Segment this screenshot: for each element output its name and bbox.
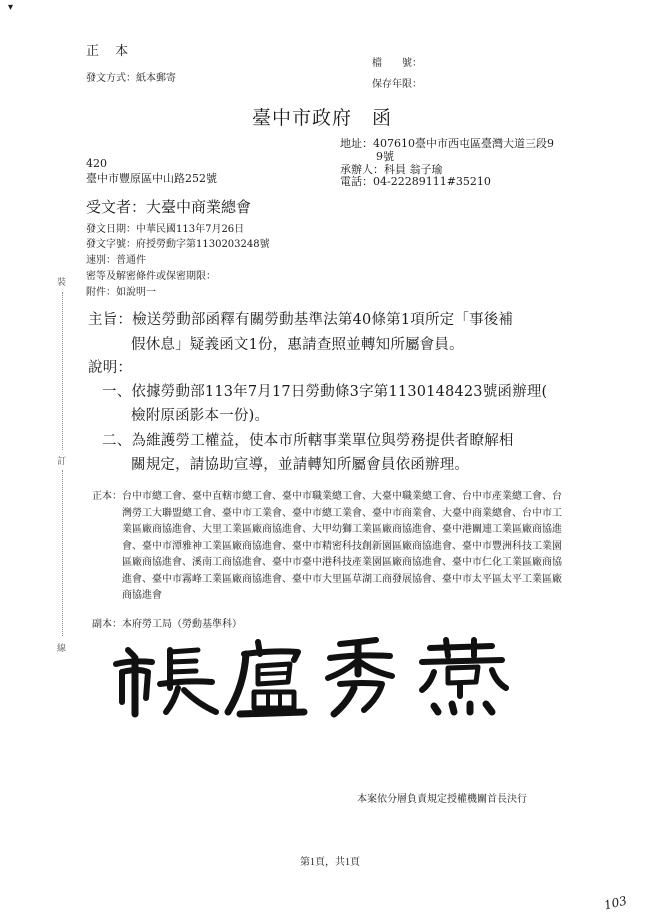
explanation-item2-line1: 二、為維護勞工權益，使本市所轄事業單位與勞務提供者瞭解相: [102, 433, 514, 449]
explanation-item2-line2: 關規定，請協助宣導，並請轉知所屬會員依函辦理。: [131, 457, 470, 473]
signature-brush-strokes: [108, 636, 528, 718]
subject-line2: 假休息」疑義函文1份，惠請查照並轉知所屬會員。: [131, 337, 464, 353]
recipient-address: 臺中市豐原區中山路252號: [86, 172, 217, 185]
delegation-note: 本案依分層負責規定授權機關首長決行: [357, 794, 527, 805]
contact-phone: 電話：04-22289111#35210: [340, 175, 491, 188]
document-title: 臺中市政府 函: [252, 107, 393, 129]
subject-line1: 主旨：檢送勞動部函釋有關勞動基準法第40條第1項所定「事後補: [88, 312, 514, 328]
send-method: 發文方式：紙本郵寄: [86, 73, 176, 84]
archive-no-label: 檔 號：: [372, 58, 422, 69]
delivery-speed: 速別：普通件: [86, 255, 146, 266]
margin-mark-bind: 裝: [57, 278, 67, 288]
corner-mark: ▾: [8, 2, 14, 13]
issue-date: 發文日期：中華民國113年7月26日: [86, 224, 245, 235]
recipients-list: 台中市總工會、臺中直轄市總工會、臺中市職業總工會、大臺中職業總工會、台中市產業總工會、台灣勞工大聯盟總工會、臺中市工業會、臺中市總工業會、臺中市商業會、大臺中商業總會、台中市工業區廠商協進會、大里工業區廠商協進會、大甲幼獅工業區廠商協進會、臺中港關連工業區廠商協進會、臺中市潭雅神工業區廠商協進會、臺中市精密科技創新園區廠商協進會、臺中市豐洲科技工業園區廠商協進會、溪南工商協進會、臺中市臺中港科技產業園區廠商協進會、臺中市仁化工業區廠商協進會、臺中市霧峰工業區廠商協進會、臺中市大里區草湖工商發展協會、臺中市太平區太平工業區廠商協進會: [122, 491, 562, 601]
handwritten-page-note: 103: [602, 893, 629, 913]
margin-dotted-line-1: [62, 292, 63, 450]
margin-mark-line: 線: [57, 644, 67, 654]
retention-label: 保存年限：: [372, 79, 422, 90]
explanation-item1-line2: 檢附原函影本一份)。: [131, 408, 270, 424]
secrecy-level: 密等及解密條件或保密期限：: [86, 271, 216, 282]
explanation-item1-line1: 一、依據勞動部113年7月17日勞動條3字第1130148423號函辦理(: [102, 384, 548, 400]
explanation-heading: 說明：: [88, 360, 133, 376]
attachments: 附件：如說明一: [86, 287, 156, 298]
addressee: 受文者：大臺中商業總會: [86, 198, 252, 216]
sender-address-line1: 地址：407610臺中市西屯區臺灣大道三段9: [340, 137, 554, 150]
margin-dotted-line-2: [62, 470, 63, 636]
page-number: 第1頁，共1頁: [300, 857, 360, 868]
margin-mark-staple: 訂: [57, 457, 67, 467]
recipient-postal-code: 420: [86, 157, 107, 170]
sender-address-line2: 9號: [376, 150, 394, 163]
recipients-label: 正本：: [92, 491, 122, 502]
mayor-signature: [108, 636, 528, 718]
recipients-block: [92, 489, 570, 605]
copy-recipient: 副本：本府勞工局（勞動基準科）: [92, 619, 242, 630]
contact-person: 承辦人：科員 翁子瑜: [340, 163, 443, 176]
document-number: 發文字號：府授勞動字第1130203248號: [86, 239, 270, 250]
copy-type: 正 本: [86, 44, 135, 59]
